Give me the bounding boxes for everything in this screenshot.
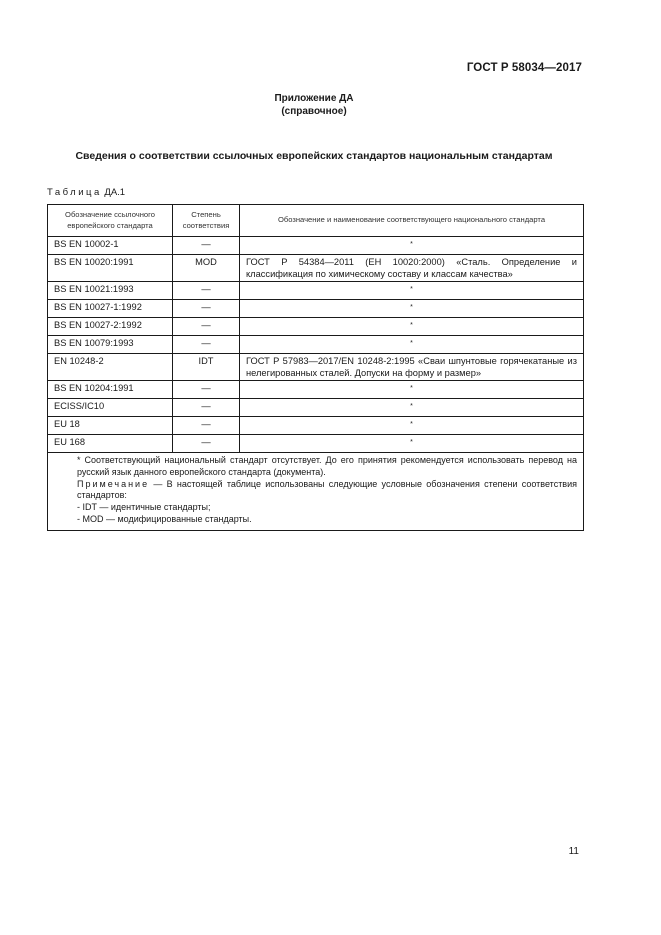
cell-degree: IDT	[173, 354, 240, 381]
footnote: * Соответствующий национальный стандарт отсутствует. До его принятия рекомендуется использовать перевод на русский язык данного европейского стандарта (документа).	[77, 455, 577, 477]
table-row	[48, 255, 584, 282]
note-label: Примечание	[77, 478, 150, 489]
cell-ref: BS EN 10027-1:1992	[48, 300, 173, 318]
table-row	[48, 300, 584, 318]
standards-correspondence-table	[47, 204, 584, 531]
header-european-standard: Обозначение ссылочного европейского стандарта	[48, 205, 173, 237]
table-row	[48, 435, 584, 453]
standard-designation: ГОСТ Р 58034—2017	[466, 62, 582, 74]
table-row	[48, 381, 584, 399]
cell-ref: BS EN 10002-1	[48, 237, 173, 255]
table-caption	[47, 187, 125, 198]
cell-ref: EN 10248-2	[48, 354, 173, 381]
note	[54, 479, 577, 503]
appendix-title: Приложение ДА	[274, 93, 354, 104]
note-text: — В настоящей таблице использованы следующие условные обозначения степени соответствия стандартов:	[77, 478, 577, 501]
cell-degree: —	[173, 282, 240, 300]
cell-degree: MOD	[173, 255, 240, 282]
cell-degree: —	[173, 300, 240, 318]
cell-degree: —	[173, 336, 240, 354]
table-notes	[48, 453, 584, 531]
cell-national: ГОСТ Р 57983—2017/EN 10248-2:1995 «Сваи шпунтовые горячекатаные из нелегированных сталей. Допуски на форму и размер»	[240, 354, 584, 381]
table-notes-row	[48, 453, 584, 531]
cell-degree: —	[173, 237, 240, 255]
cell-ref: BS EN 10020:1991	[48, 255, 173, 282]
cell-degree: —	[173, 417, 240, 435]
table-row	[48, 354, 584, 381]
cell-ref: BS EN 10021:1993	[48, 282, 173, 300]
appendix-subtitle: (справочное)	[281, 106, 347, 117]
cell-ref: BS EN 10204:1991	[48, 381, 173, 399]
table-row	[48, 399, 584, 417]
table-caption-number: ДА.1	[101, 187, 126, 198]
cell-national: *	[240, 300, 584, 318]
appendix-heading	[0, 92, 628, 118]
cell-national: *	[240, 336, 584, 354]
cell-national: *	[240, 237, 584, 255]
section-title: Сведения о соответствии ссылочных европейских стандартов национальным стандартам	[75, 150, 553, 162]
note-item: - MOD — модифицированные стандарты.	[77, 513, 252, 524]
note-item: - IDT — идентичные стандарты;	[77, 502, 211, 513]
cell-ref: BS EN 10079:1993	[48, 336, 173, 354]
table-row	[48, 336, 584, 354]
cell-national: *	[240, 282, 584, 300]
table-header-row	[48, 205, 584, 237]
cell-degree: —	[173, 435, 240, 453]
cell-national: *	[240, 435, 584, 453]
cell-ref: EU 18	[48, 417, 173, 435]
table-row	[48, 417, 584, 435]
cell-national: ГОСТ Р 54384—2011 (ЕН 10020:2000) «Сталь. Определение и классификация по химическому составу и классам качества»	[240, 255, 584, 282]
header-national-standard: Обозначение и наименование соответствующего национального стандарта	[240, 205, 584, 237]
cell-ref: ECISS/IC10	[48, 399, 173, 417]
cell-degree: —	[173, 399, 240, 417]
table-row	[48, 282, 584, 300]
cell-ref: BS EN 10027-2:1992	[48, 318, 173, 336]
table-row	[48, 318, 584, 336]
header-degree: Степень соответствия	[173, 205, 240, 237]
cell-national: *	[240, 417, 584, 435]
cell-national: *	[240, 381, 584, 399]
cell-national: *	[240, 399, 584, 417]
table-caption-label: Таблица	[47, 187, 102, 198]
cell-ref: EU 168	[48, 435, 173, 453]
cell-national: *	[240, 318, 584, 336]
table-row	[48, 237, 584, 255]
page-number: 11	[568, 846, 579, 857]
cell-degree: —	[173, 318, 240, 336]
cell-degree: —	[173, 381, 240, 399]
